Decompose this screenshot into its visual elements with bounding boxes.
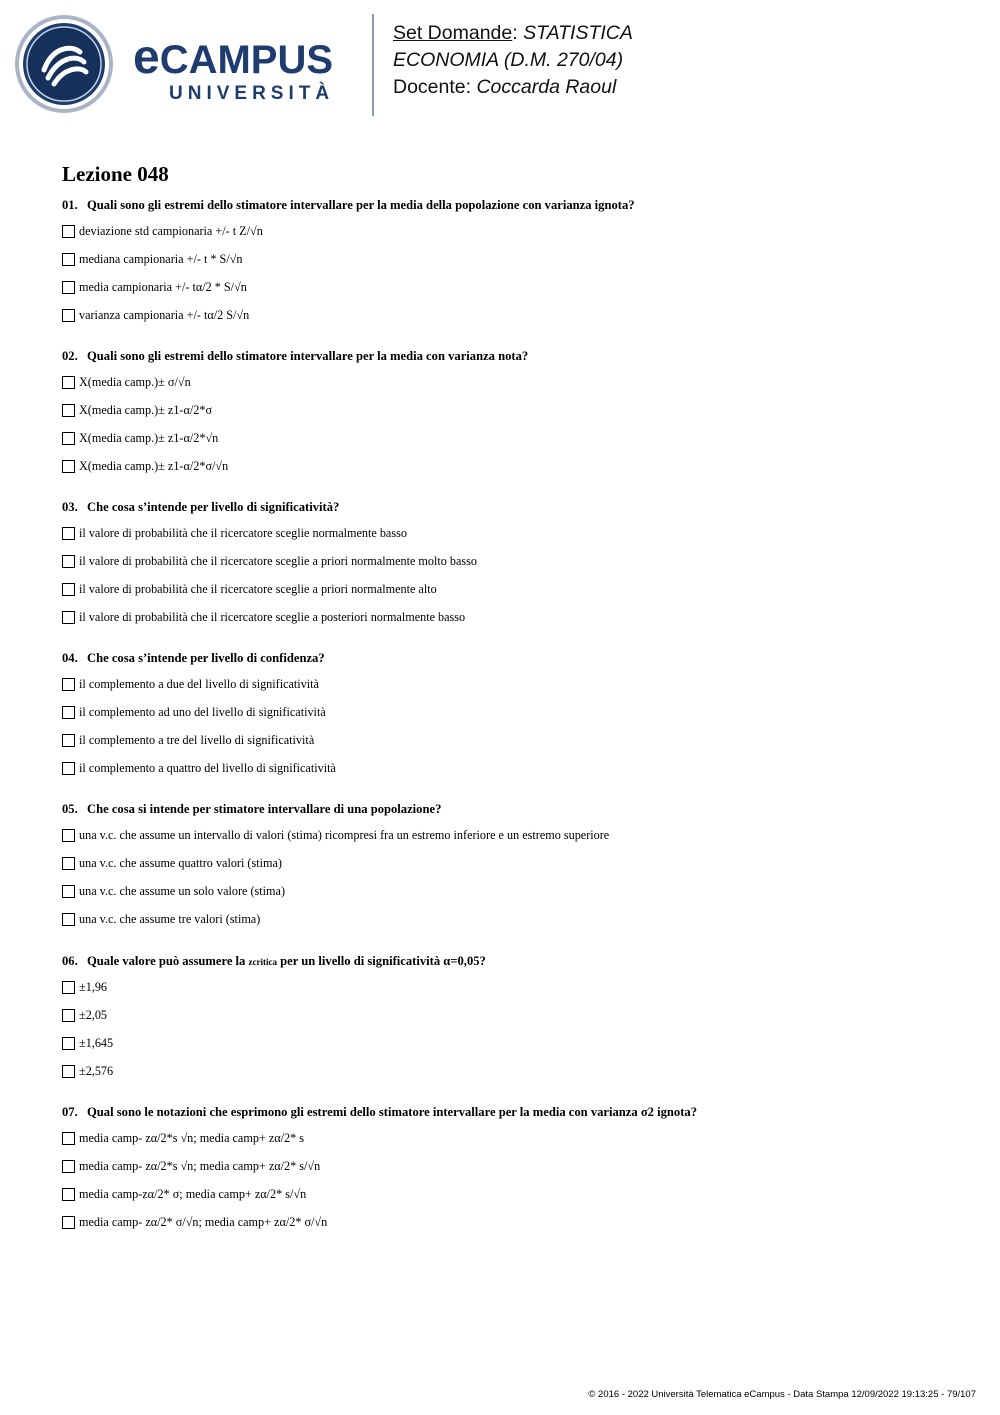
option-label: deviazione std campionaria +/- t Z/√n bbox=[79, 223, 263, 238]
answer-option[interactable] bbox=[62, 396, 962, 424]
answer-option[interactable] bbox=[62, 849, 962, 877]
question-number: 04. bbox=[62, 651, 78, 665]
answer-checkbox[interactable] bbox=[62, 611, 75, 624]
question-01 bbox=[62, 195, 962, 329]
answer-option[interactable] bbox=[62, 301, 962, 329]
answer-option[interactable] bbox=[62, 670, 962, 698]
question-number: 01. bbox=[62, 198, 78, 212]
option-label: media camp- zα/2*s √n; media camp+ zα/2* s/√n bbox=[79, 1158, 321, 1173]
teacher-label: Docente: bbox=[393, 76, 477, 98]
option-label: ±1,96 bbox=[79, 979, 108, 994]
set-title-line2: ECONOMIA (D.M. 270/04) bbox=[393, 49, 624, 71]
answer-checkbox[interactable] bbox=[62, 1065, 75, 1078]
question-number: 03. bbox=[62, 500, 78, 514]
set-label: Set Domande bbox=[393, 22, 513, 44]
question-title bbox=[62, 346, 962, 366]
question-title bbox=[62, 648, 962, 668]
page-header bbox=[0, 0, 1000, 130]
answer-option[interactable] bbox=[62, 973, 962, 1001]
option-label: il complemento a quattro del livello di significatività bbox=[79, 760, 336, 775]
answer-checkbox[interactable] bbox=[62, 678, 75, 691]
answer-checkbox[interactable] bbox=[62, 1037, 75, 1050]
brand-logo-text bbox=[133, 31, 335, 105]
header-divider bbox=[372, 14, 374, 116]
question-number: 02. bbox=[62, 349, 78, 363]
answer-checkbox[interactable] bbox=[62, 281, 75, 294]
question-title bbox=[62, 1102, 962, 1122]
answer-checkbox[interactable] bbox=[62, 913, 75, 926]
answer-option[interactable] bbox=[62, 217, 962, 245]
option-label: X(media camp.)± z1-α/2*σ bbox=[79, 402, 213, 417]
option-label: il valore di probabilità che il ricercatore sceglie a posteriori normalmente basso bbox=[79, 609, 466, 624]
answer-checkbox[interactable] bbox=[62, 376, 75, 389]
option-label: ±1,645 bbox=[79, 1035, 114, 1050]
option-label: una v.c. che assume un intervallo di valori (stima) ricompresi fra un estremo inferiore e un estremo superiore bbox=[79, 827, 610, 842]
answer-option[interactable] bbox=[62, 1180, 962, 1208]
option-label: X(media camp.)± z1-α/2*σ/√n bbox=[79, 458, 229, 473]
question-text: Qual sono le notazioni che esprimono gli estremi dello stimatore intervallare per la media con varianza σ2 ignota? bbox=[87, 1105, 698, 1119]
question-title bbox=[62, 799, 962, 819]
option-label: media camp-zα/2* σ; media camp+ zα/2* s/√n bbox=[79, 1186, 307, 1201]
option-label: ±2,05 bbox=[79, 1007, 108, 1022]
answer-checkbox[interactable] bbox=[62, 432, 75, 445]
answer-option[interactable] bbox=[62, 1029, 962, 1057]
answer-option[interactable] bbox=[62, 877, 962, 905]
option-label: X(media camp.)± z1-α/2*√n bbox=[79, 430, 219, 445]
option-label: media campionaria +/- tα/2 * S/√n bbox=[79, 279, 247, 294]
answer-option[interactable] bbox=[62, 452, 962, 480]
answer-checkbox[interactable] bbox=[62, 734, 75, 747]
option-label: il complemento a tre del livello di significatività bbox=[79, 732, 315, 747]
answer-option[interactable] bbox=[62, 368, 962, 396]
answer-checkbox[interactable] bbox=[62, 981, 75, 994]
lesson-title: Lezione 048 bbox=[62, 162, 169, 186]
answer-option[interactable] bbox=[62, 754, 962, 782]
answer-option[interactable] bbox=[62, 726, 962, 754]
answer-checkbox[interactable] bbox=[62, 829, 75, 842]
answer-option[interactable] bbox=[62, 273, 962, 301]
question-text-pre: Quale valore può assumere la bbox=[87, 954, 249, 968]
answer-option[interactable] bbox=[62, 1057, 962, 1085]
answer-option[interactable] bbox=[62, 821, 962, 849]
answer-checkbox[interactable] bbox=[62, 583, 75, 596]
answer-checkbox[interactable] bbox=[62, 1160, 75, 1173]
question-03 bbox=[62, 497, 962, 631]
question-06 bbox=[62, 951, 962, 1085]
option-label: varianza campionaria +/- tα/2 S/√n bbox=[79, 307, 250, 322]
answer-option[interactable] bbox=[62, 519, 962, 547]
brand-e: e bbox=[133, 31, 160, 84]
option-label: il valore di probabilità che il ricercatore sceglie a priori normalmente alto bbox=[79, 581, 437, 596]
answer-option[interactable] bbox=[62, 603, 962, 631]
option-label: media camp- zα/2*s √n; media camp+ zα/2* s bbox=[79, 1130, 304, 1145]
answer-checkbox[interactable] bbox=[62, 1009, 75, 1022]
question-text: Che cosa s’intende per livello di confidenza? bbox=[87, 651, 325, 665]
page-footer: © 2016 - 2022 Università Telematica eCampus - Data Stampa 12/09/2022 19:13:25 - 79/107 bbox=[588, 1389, 976, 1400]
question-number: 07. bbox=[62, 1105, 78, 1119]
question-text: Quali sono gli estremi dello stimatore intervallare per la media con varianza nota? bbox=[87, 349, 529, 363]
brand-subtitle: UNIVERSITÀ bbox=[169, 83, 335, 104]
question-text: Quali sono gli estremi dello stimatore intervallare per la media della popolazione con varianza ignota? bbox=[87, 198, 635, 212]
set-title-line1: STATISTICA bbox=[523, 22, 633, 44]
question-text-sub: zcritica bbox=[248, 957, 277, 967]
answer-checkbox[interactable] bbox=[62, 460, 75, 473]
answer-option[interactable] bbox=[62, 1001, 962, 1029]
answer-checkbox[interactable] bbox=[62, 706, 75, 719]
set-separator: : bbox=[512, 22, 524, 44]
option-label: media camp- zα/2* σ/√n; media camp+ zα/2* σ/√n bbox=[79, 1214, 328, 1229]
answer-checkbox[interactable] bbox=[62, 1188, 75, 1201]
option-label: il valore di probabilità che il ricercatore sceglie a priori normalmente molto basso bbox=[79, 553, 477, 568]
answer-checkbox[interactable] bbox=[62, 555, 75, 568]
question-text: Che cosa si intende per stimatore intervallare di una popolazione? bbox=[87, 802, 442, 816]
set-info bbox=[393, 20, 633, 101]
answer-checkbox[interactable] bbox=[62, 762, 75, 775]
teacher-name: Coccarda Raoul bbox=[476, 76, 617, 98]
option-label: il valore di probabilità che il ricercatore sceglie normalmente basso bbox=[79, 525, 407, 540]
answer-option[interactable] bbox=[62, 424, 962, 452]
option-label: una v.c. che assume quattro valori (stima) bbox=[79, 855, 282, 870]
answer-option[interactable] bbox=[62, 1208, 962, 1236]
option-label: il complemento ad uno del livello di significatività bbox=[79, 704, 326, 719]
answer-option[interactable] bbox=[62, 547, 962, 575]
option-label: ±2,576 bbox=[79, 1063, 114, 1078]
question-text-post: per un livello di significatività α=0,05? bbox=[277, 954, 486, 968]
question-title bbox=[62, 497, 962, 517]
answer-option[interactable] bbox=[62, 905, 962, 933]
option-label: X(media camp.)± σ/√n bbox=[79, 374, 191, 389]
question-07 bbox=[62, 1102, 962, 1236]
brand-name bbox=[133, 31, 334, 84]
answer-checkbox[interactable] bbox=[62, 404, 75, 417]
answer-checkbox[interactable] bbox=[62, 253, 75, 266]
answer-checkbox[interactable] bbox=[62, 1132, 75, 1145]
question-number: 05. bbox=[62, 802, 78, 816]
option-label: il complemento a due del livello di significatività bbox=[79, 676, 319, 691]
answer-checkbox[interactable] bbox=[62, 225, 75, 238]
question-05 bbox=[62, 799, 962, 933]
brand-campus: CAMPUS bbox=[159, 38, 334, 82]
answer-checkbox[interactable] bbox=[62, 1216, 75, 1229]
answer-option[interactable] bbox=[62, 245, 962, 273]
question-number: 06. bbox=[62, 954, 78, 968]
answer-checkbox[interactable] bbox=[62, 885, 75, 898]
question-04 bbox=[62, 648, 962, 782]
ecampus-logo-icon bbox=[14, 14, 114, 114]
option-label: mediana campionaria +/- t * S/√n bbox=[79, 251, 243, 266]
question-title bbox=[62, 195, 962, 215]
answer-option[interactable] bbox=[62, 575, 962, 603]
answer-checkbox[interactable] bbox=[62, 857, 75, 870]
option-label: una v.c. che assume tre valori (stima) bbox=[79, 911, 261, 926]
answer-checkbox[interactable] bbox=[62, 309, 75, 322]
question-title bbox=[62, 951, 962, 971]
answer-option[interactable] bbox=[62, 1152, 962, 1180]
answer-option[interactable] bbox=[62, 1124, 962, 1152]
answer-checkbox[interactable] bbox=[62, 527, 75, 540]
answer-option[interactable] bbox=[62, 698, 962, 726]
question-text: Che cosa s’intende per livello di significatività? bbox=[87, 500, 340, 514]
option-label: una v.c. che assume un solo valore (stima) bbox=[79, 883, 285, 898]
question-02 bbox=[62, 346, 962, 480]
